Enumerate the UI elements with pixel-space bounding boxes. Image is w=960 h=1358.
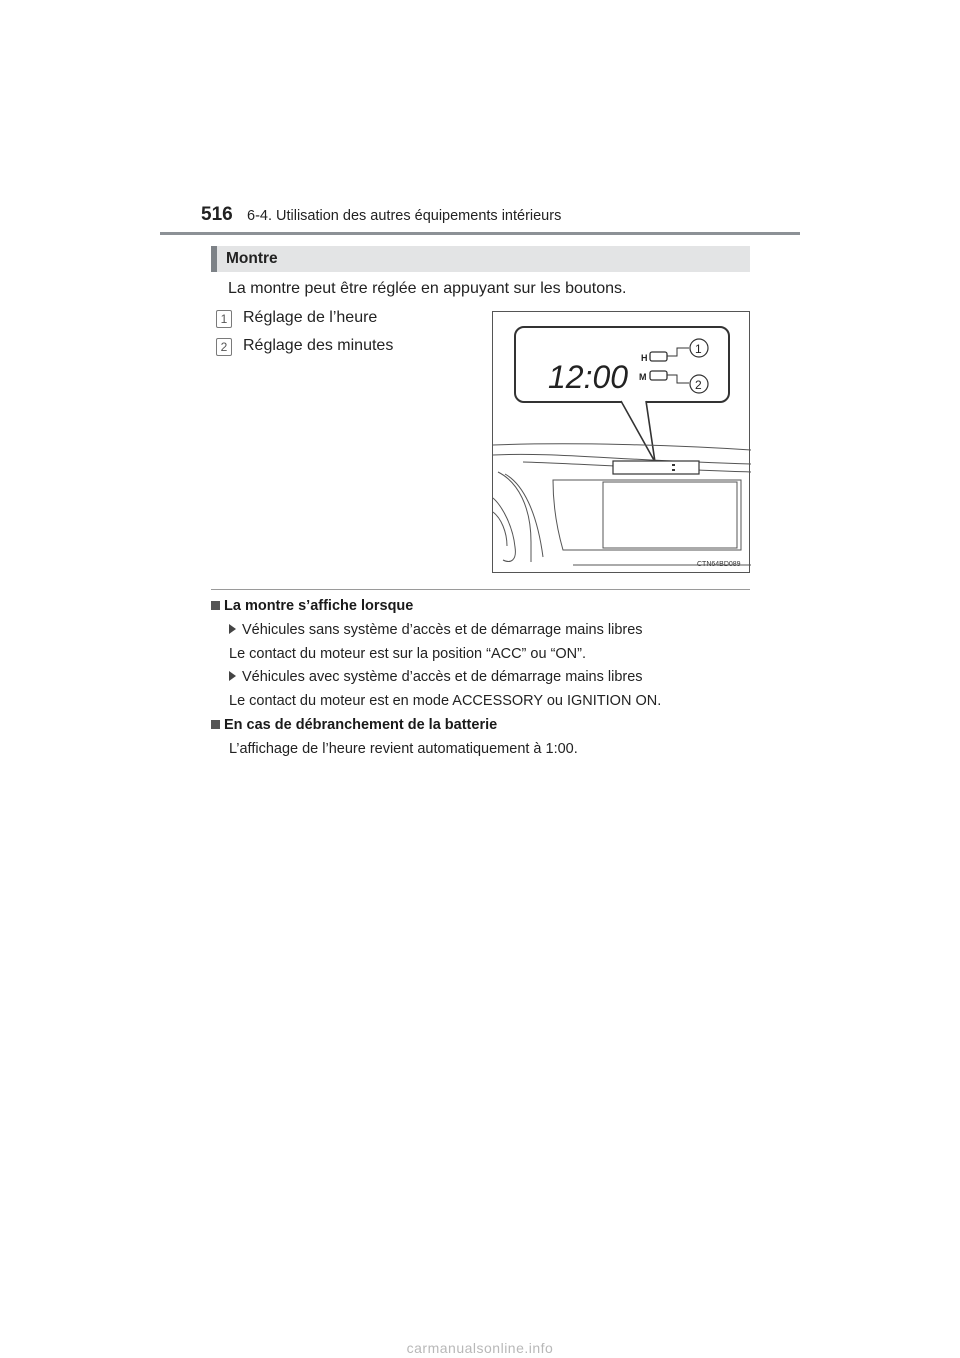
clock-illustration bbox=[492, 311, 750, 573]
callout-number-2: 2 bbox=[695, 378, 702, 392]
display-heading bbox=[211, 598, 413, 614]
dash-curve-left bbox=[498, 472, 531, 562]
case1-text: Le contact du moteur est sur la position “ACC” ou “ON”. bbox=[229, 646, 587, 662]
intro-text: La montre peut être réglée en appuyant sur les boutons. bbox=[228, 280, 627, 297]
h-button-letter: H bbox=[641, 353, 648, 363]
item-label-hour: Réglage de l’heure bbox=[243, 309, 378, 326]
m-button-letter: M bbox=[639, 372, 647, 382]
callout-number-1: 1 bbox=[695, 342, 702, 356]
watermark: carmanualsonline.info bbox=[406, 1340, 554, 1356]
section-title: Montre bbox=[226, 250, 278, 267]
number-badge-2: 2 bbox=[216, 338, 232, 356]
clock-time-readout: 12:00 bbox=[548, 359, 629, 395]
figure-code: CTN64BD089 bbox=[697, 561, 741, 568]
minute-button-icon bbox=[650, 371, 667, 380]
page-number: 516 bbox=[201, 204, 233, 225]
case2-label-text: Véhicules avec système d’accès et de démarrage mains libres bbox=[242, 669, 643, 685]
square-bullet-icon bbox=[211, 720, 220, 729]
battery-text: L’affichage de l’heure revient automatiquement à 1:00. bbox=[229, 741, 578, 757]
case2-text: Le contact du moteur est en mode ACCESSORY ou IGNITION ON. bbox=[229, 693, 662, 709]
callout-pointer bbox=[621, 401, 655, 462]
section-title-bar bbox=[211, 246, 750, 272]
header-rule bbox=[160, 232, 800, 235]
battery-heading-text: En cas de débranchement de la batterie bbox=[224, 717, 498, 733]
dash-line-top bbox=[493, 444, 751, 450]
case1-label-text: Véhicules sans système d’accès et de démarrage mains libres bbox=[242, 622, 643, 638]
square-bullet-icon bbox=[211, 601, 220, 610]
section-divider bbox=[211, 589, 750, 590]
chapter-title: 6-4. Utilisation des autres équipements intérieurs bbox=[247, 208, 562, 224]
section-bar-accent bbox=[211, 246, 217, 272]
clock-illustration-drawing bbox=[493, 312, 751, 574]
display-heading-text: La montre s’affiche lorsque bbox=[224, 598, 414, 614]
battery-heading bbox=[211, 717, 497, 733]
center-screen-outer bbox=[553, 480, 741, 550]
number-badge-1: 1 bbox=[216, 310, 232, 328]
case2-label bbox=[229, 669, 643, 685]
triangle-bullet-icon bbox=[229, 671, 236, 681]
case1-label bbox=[229, 622, 643, 638]
triangle-bullet-icon bbox=[229, 624, 236, 634]
dash-clock-unit bbox=[613, 461, 699, 474]
item-label-minutes: Réglage des minutes bbox=[243, 337, 394, 354]
hour-button-icon bbox=[650, 352, 667, 361]
